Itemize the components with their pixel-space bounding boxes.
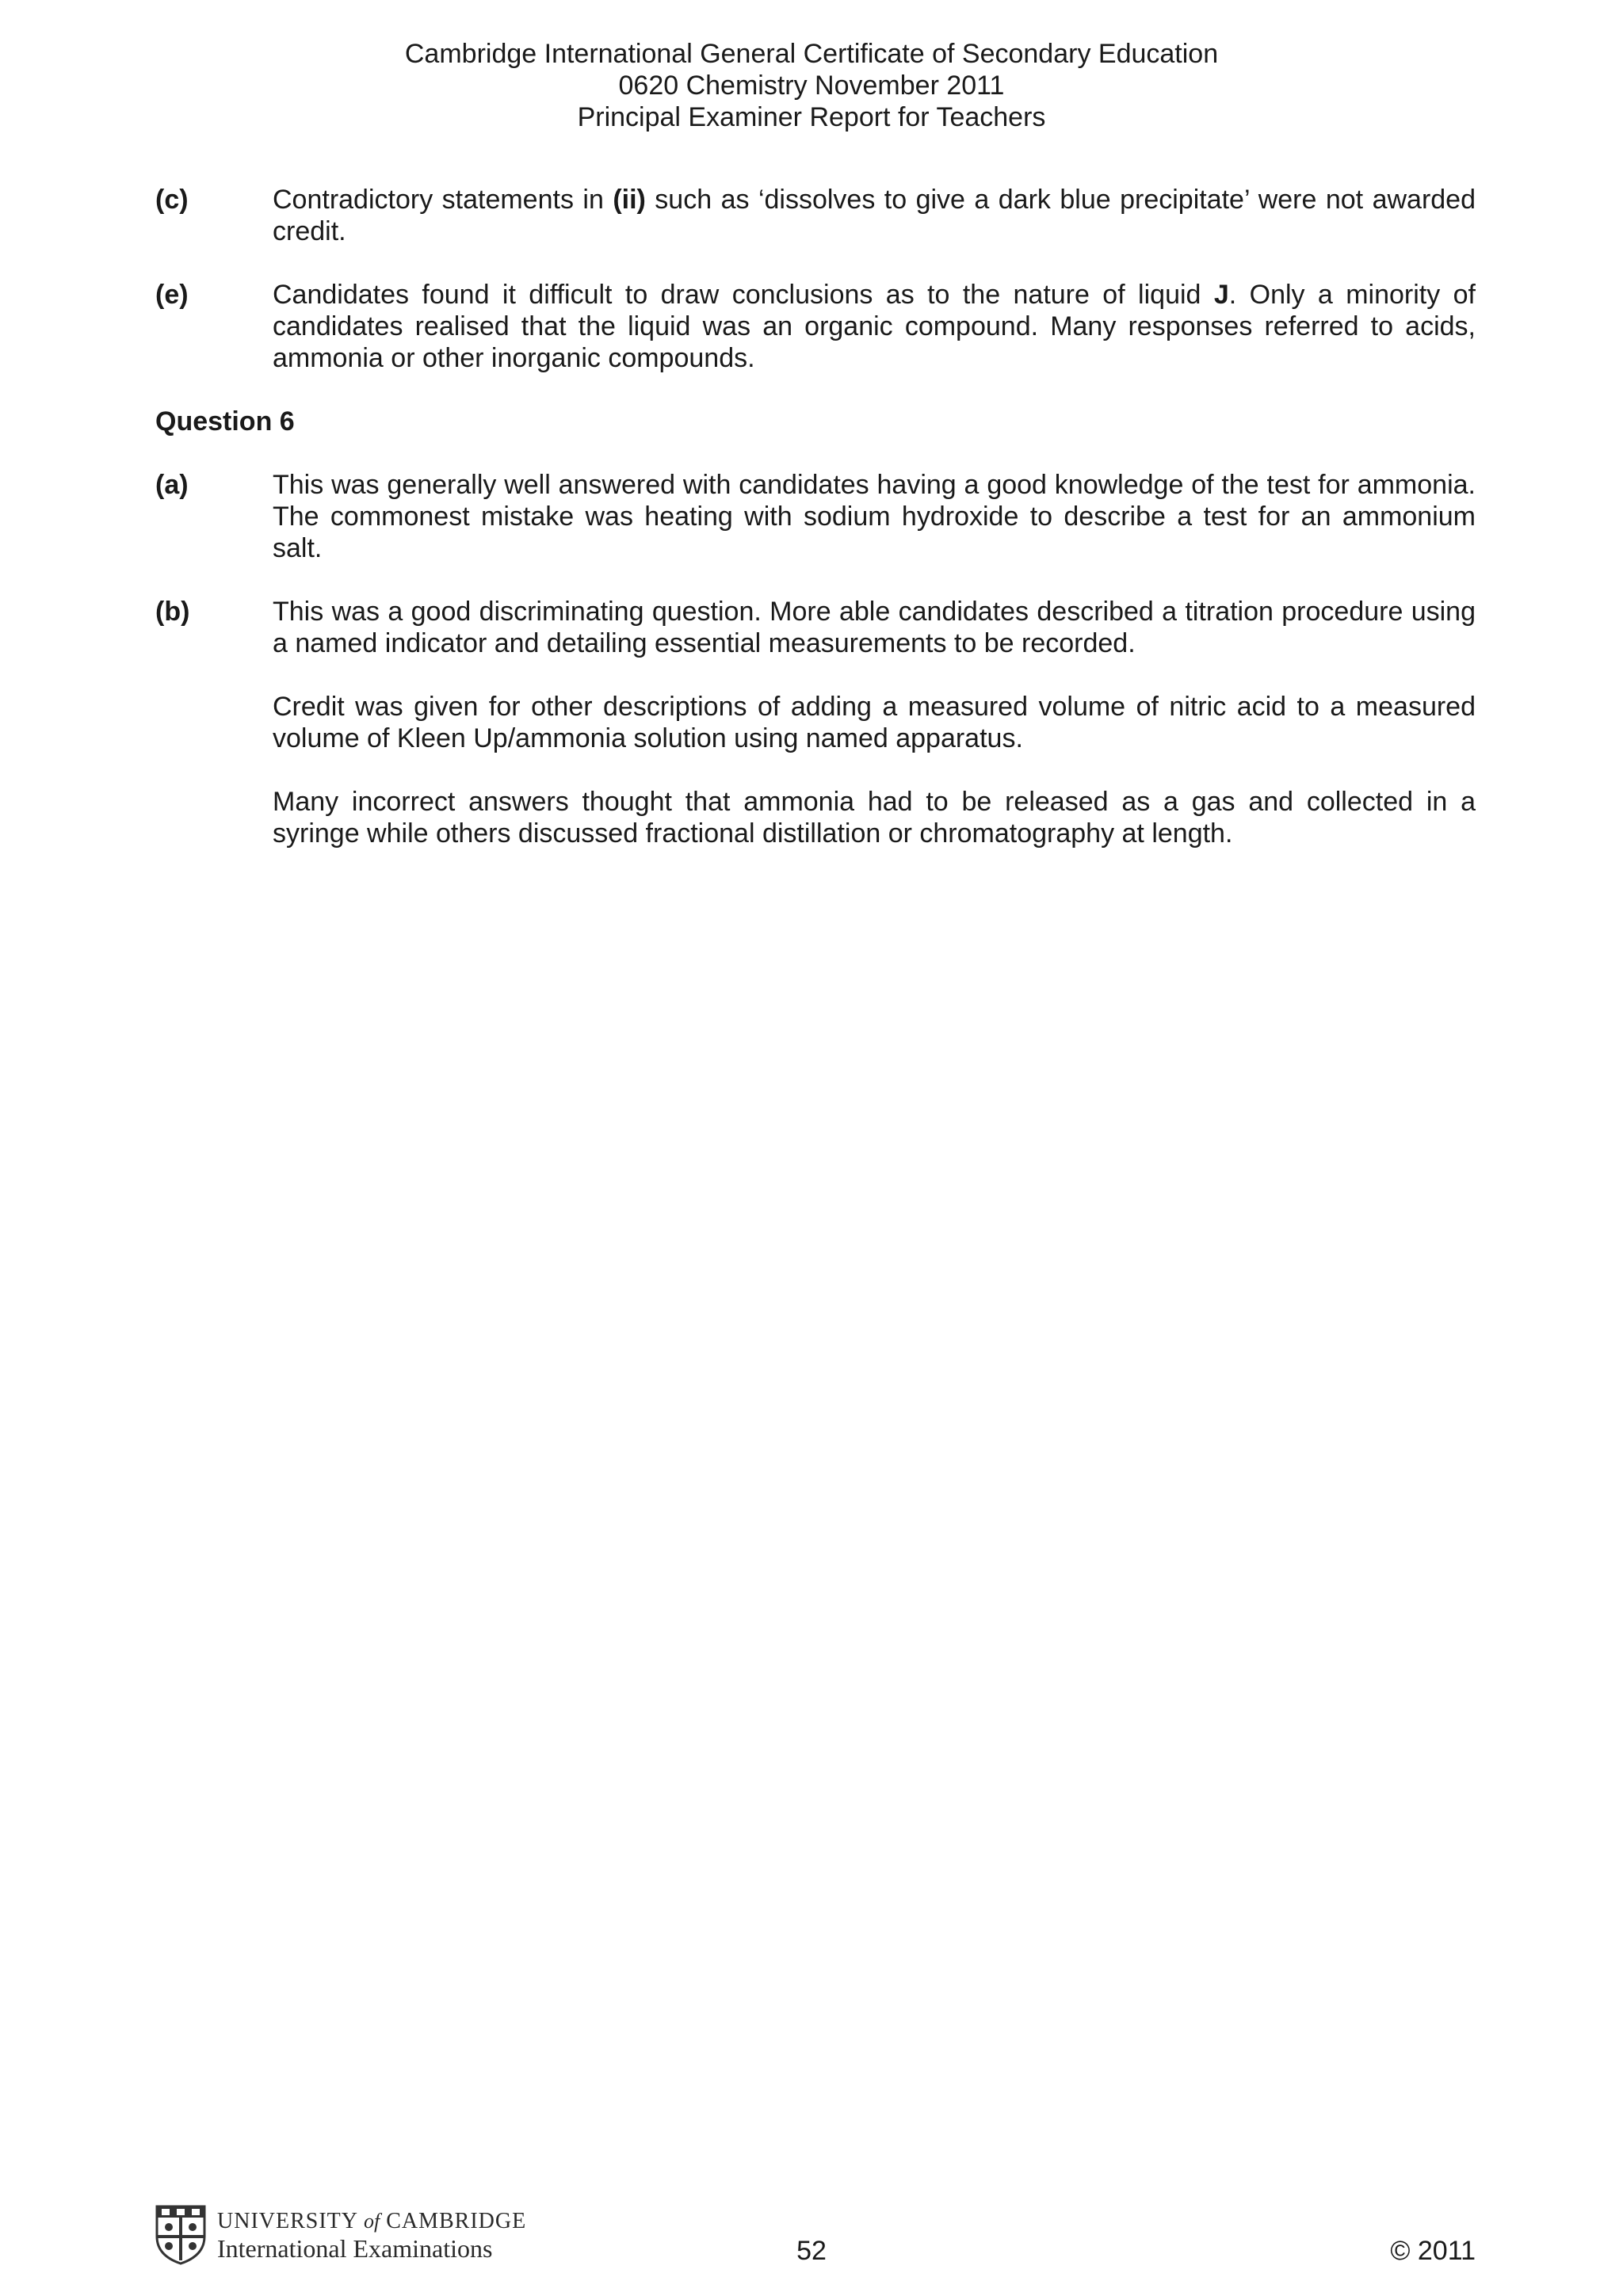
header-line-2: 0620 Chemistry November 2011 — [618, 71, 1005, 101]
item-text: such as ‘dissolves to give a dark blue precipitate’ were not awarded credit. — [273, 185, 1476, 246]
item-body — [273, 469, 1476, 564]
item-bold-ref: (ii) — [613, 185, 646, 215]
item-body — [273, 279, 1476, 374]
logo-line-1: UNIVERSITY of CAMBRIDGE — [217, 2209, 527, 2233]
item-bold-ref: J — [1213, 280, 1229, 310]
page-number: 52 — [796, 2236, 827, 2266]
item-paragraph — [273, 279, 1476, 374]
item-body — [273, 596, 1476, 849]
item-label: (c) — [155, 185, 189, 215]
item-paragraph — [273, 184, 1476, 247]
item-q6-a — [155, 469, 1476, 564]
report-content — [155, 184, 1476, 881]
item-e — [155, 279, 1476, 374]
item-text: . Only a minority of candidates realised that the liquid was an organic compound. Many responses referred to acids, ammonia or other inorganic compounds. — [273, 280, 1476, 373]
item-paragraph: This was a good discriminating question. More able candidates described a titration procedure using a named indicator and detailing essential measurements to be recorded. — [273, 597, 1476, 658]
item-label: (b) — [155, 597, 190, 627]
item-c — [155, 184, 1476, 247]
item-body — [273, 184, 1476, 247]
item-label: (a) — [155, 470, 189, 500]
item-text: Candidates found it difficult to draw conclusions as to the nature of liquid — [273, 280, 1214, 310]
item-text: Contradictory statements in — [273, 185, 613, 215]
question-6-heading: Question 6 — [155, 406, 295, 437]
item-paragraph: Credit was given for other descriptions of adding a measured volume of nitric acid to a measured volume of Kleen Up/ammonia solution using named apparatus. — [273, 692, 1476, 753]
copyright: © 2011 — [1390, 2236, 1476, 2266]
header-line-1: Cambridge International General Certificate of Secondary Education — [404, 39, 1219, 69]
item-label: (e) — [155, 280, 189, 310]
logo-line-2: International Examinations — [217, 2234, 493, 2263]
page-header — [0, 38, 1623, 133]
item-q6-b — [155, 596, 1476, 849]
item-paragraph: Many incorrect answers thought that ammonia had to be released as a gas and collected in a syringe while others discussed fractional distillation or chromatography at length. — [273, 787, 1476, 849]
item-paragraph: This was generally well answered with candidates having a good knowledge of the test for ammonia. The commonest mistake was heating with sodium hydroxide to describe a test for an ammonium salt. — [273, 470, 1476, 563]
header-line-3: Principal Examiner Report for Teachers — [577, 102, 1046, 132]
